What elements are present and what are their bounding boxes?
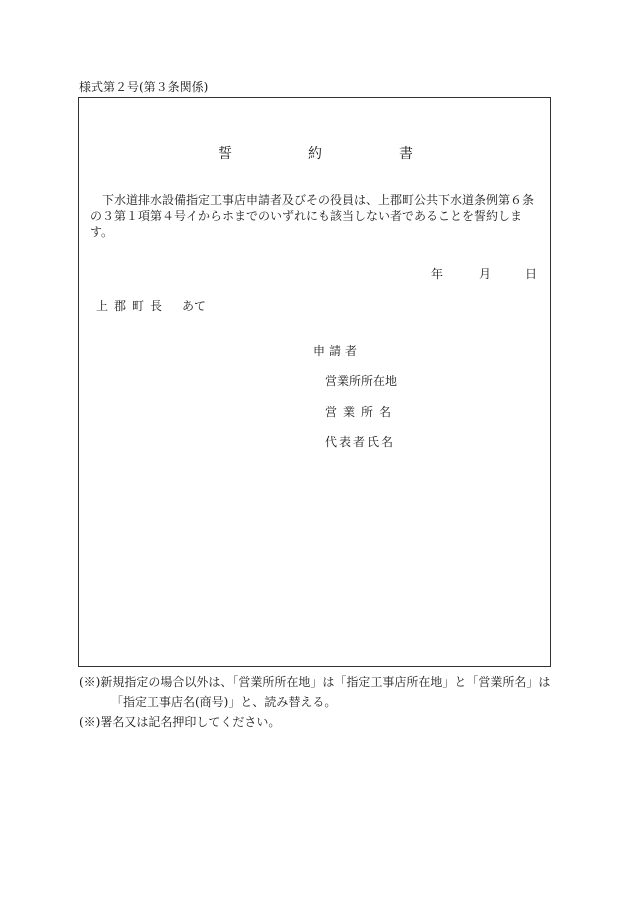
- addressee-suffix: あて: [182, 299, 207, 313]
- addressee: [96, 299, 206, 313]
- date-day-label: 日: [525, 267, 538, 281]
- field-representative-name: 代表者氏名: [325, 435, 396, 449]
- field-office-name: 営業所名: [325, 405, 398, 419]
- title-char-2: 約: [308, 146, 322, 162]
- date-month-label: 月: [479, 267, 492, 281]
- footnote-1-continued: 「指定工事店名(商号)」と、読み替える。: [111, 695, 337, 709]
- document-title: [79, 145, 550, 163]
- date-year-label: 年: [431, 267, 444, 281]
- pledge-text: 下水道排水設備指定工事店申請者及びその役員は、上郡町公共下水道条例第６条の３第１項第４号イからホまでのいずれにも該当しない者であることを誓約します。: [90, 193, 535, 239]
- form-number: 様式第２号(第３条関係): [79, 80, 209, 94]
- pledge-form-frame: [78, 97, 551, 667]
- field-office-address: 営業所所在地: [325, 374, 398, 388]
- title-char-3: 書: [399, 146, 413, 162]
- footnote-1: (※)新規指定の場合以外は、「営業所所在地」は「指定工事店所在地」と「営業所名」は: [79, 675, 551, 689]
- footnote-2: (※)署名又は記名押印してください。: [79, 715, 281, 729]
- applicant-label: 申請者: [313, 344, 362, 358]
- footnotes: [79, 672, 559, 732]
- addressee-name: 上郡町長: [96, 299, 169, 313]
- title-char-1: 誓: [218, 146, 232, 162]
